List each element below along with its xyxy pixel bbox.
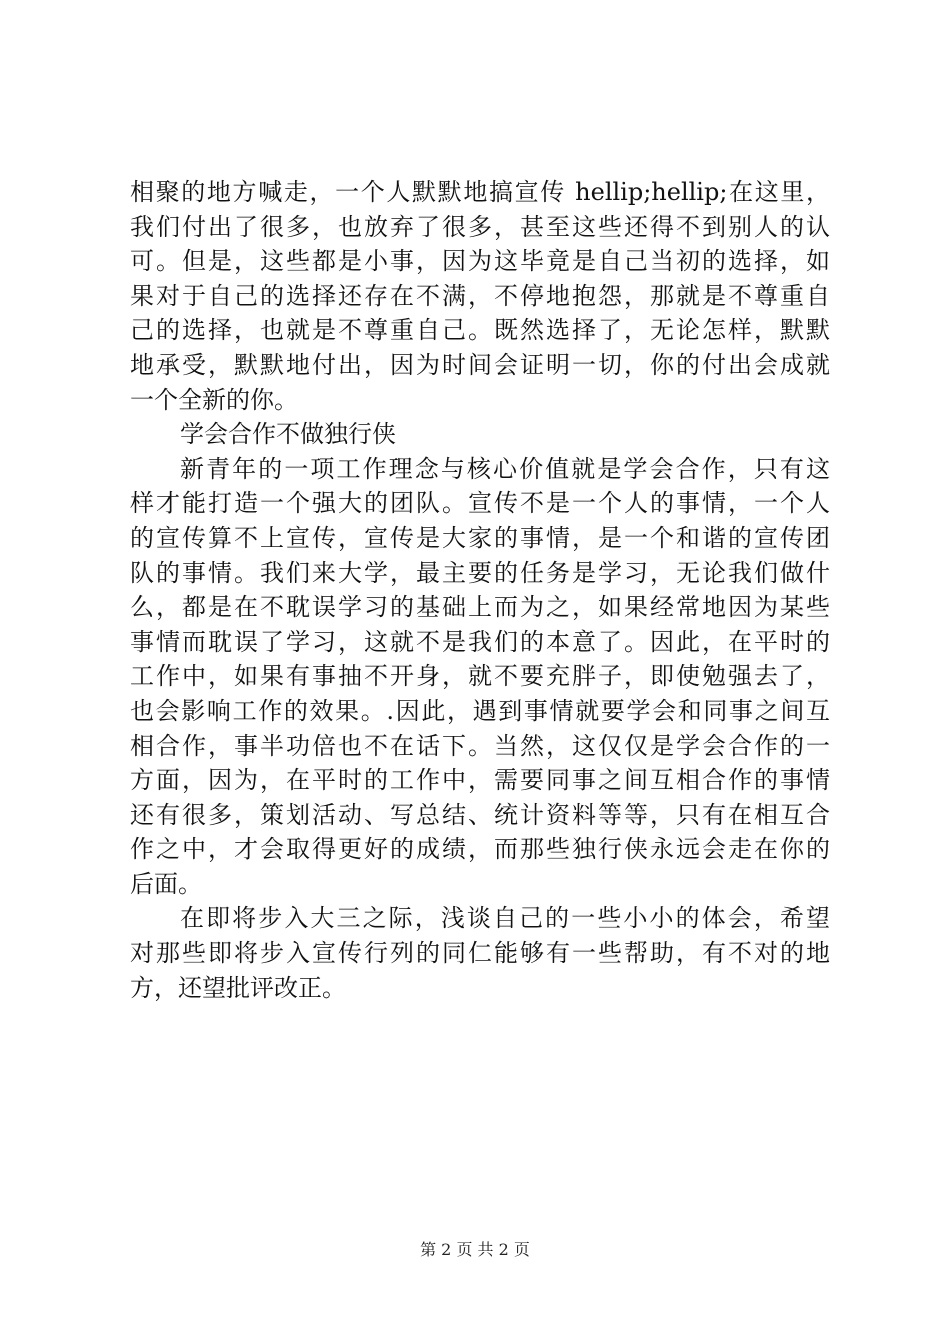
text-line: 我们付出了很多，也放弃了很多，甚至这些还得不到别人的认 [130, 212, 830, 241]
text-line: 方，还望批评改正。 [130, 973, 346, 1002]
article-body [130, 175, 830, 1005]
text-line: 一个全新的你。 [130, 385, 298, 414]
text-line: 的宣传算不上宣传，宣传是大家的事情，是一个和谐的宣传团 [130, 523, 830, 552]
text-line: 也会影响工作的效果。.因此，遇到事情就要学会和同事之间互 [130, 696, 830, 725]
text-line: 事情而耽误了学习，这就不是我们的本意了。因此，在平时的 [130, 627, 830, 656]
text-line: 在即将步入大三之际，浅谈自己的一些小小的体会，希望 [180, 904, 830, 933]
text-line: 后面。 [130, 869, 202, 898]
page-footer [0, 1240, 950, 1260]
text-line: 工作中，如果有事抽不开身，就不要充胖子，即使勉强去了， [130, 662, 830, 691]
text-line: 果对于自己的选择还存在不满，不停地抱怨，那就是不尊重自 [130, 281, 830, 310]
text-line: 相聚的地方喊走，一个人默默地搞宣传 hellip;hellip;在这里， [130, 178, 830, 206]
text-line: 相合作，事半功倍也不在话下。当然，这仅仅是学会合作的一 [130, 731, 830, 760]
text-line: 可。但是，这些都是小事，因为这毕竟是自己当初的选择，如 [130, 247, 830, 276]
text-line: 己的选择，也就是不尊重自己。既然选择了，无论怎样，默默 [130, 316, 830, 345]
text-line: 新青年的一项工作理念与核心价值就是学会合作，只有这 [180, 454, 830, 483]
page-number-label: 第 2 页 共 2 页 [420, 1240, 530, 1259]
text-line: 作之中，才会取得更好的成绩，而那些独行侠永远会走在你的 [130, 835, 830, 864]
text-line: 队的事情。我们来大学，最主要的任务是学习，无论我们做什 [130, 558, 830, 587]
text-line: 对那些即将步入宣传行列的同仁能够有一些帮助，有不对的地 [130, 939, 830, 968]
text-line: 还有很多，策划活动、写总结、统计资料等等，只有在相互合 [130, 800, 830, 829]
section-heading: 学会合作不做独行侠 [180, 420, 396, 449]
text-line: 地承受，默默地付出，因为时间会证明一切，你的付出会成就 [130, 350, 830, 379]
text-line: 方面，因为，在平时的工作中，需要同事之间互相合作的事情 [130, 766, 830, 795]
text-line: 样才能打造一个强大的团队。宣传不是一个人的事情，一个人 [130, 489, 830, 518]
text-line: 么，都是在不耽误学习的基础上而为之，如果经常地因为某些 [130, 593, 830, 622]
